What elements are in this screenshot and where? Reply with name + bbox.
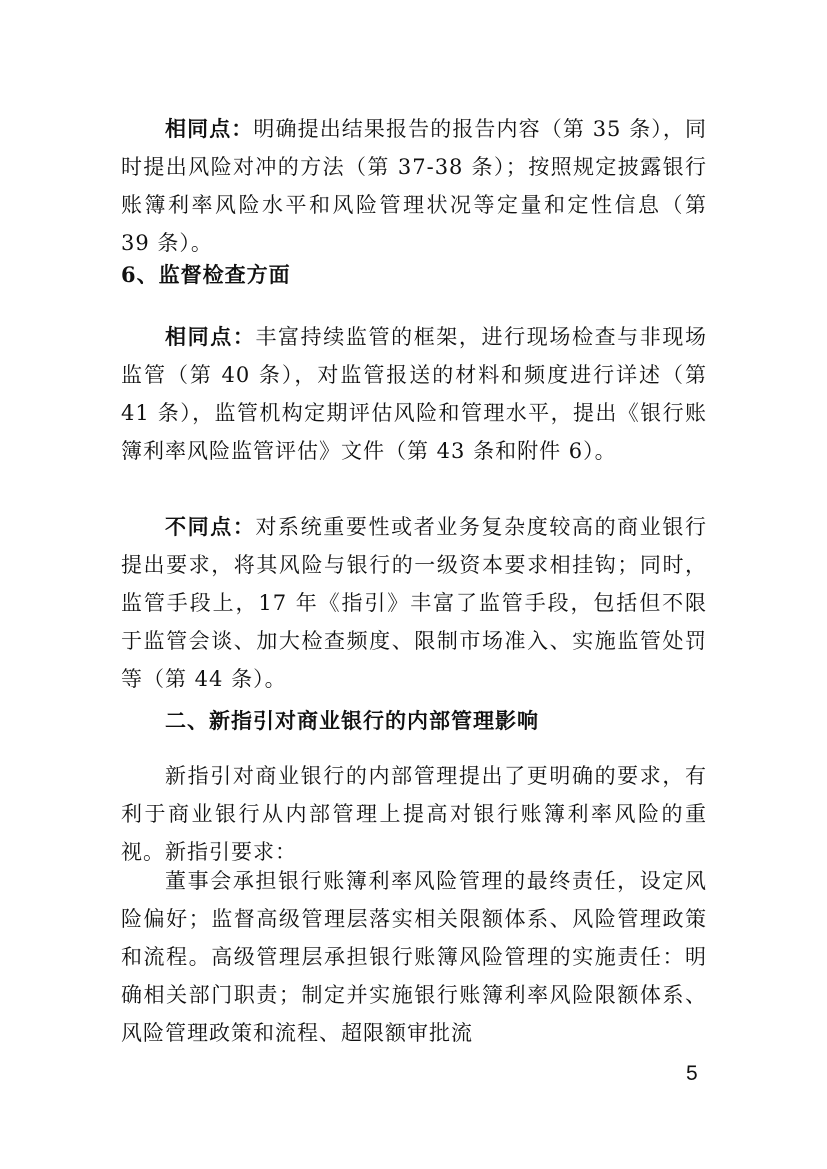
paragraph-similarities-reporting bbox=[121, 110, 707, 262]
section-heading-supervision: 6、监督检查方面 bbox=[121, 262, 291, 287]
paragraph-text: 明确提出结果报告的报告内容（第 35 条），同时提出风险对冲的方法（第 37-38 条）；按照规定披露银行账簿利率风险水平和风险管理状况等定量和定性信息（第 39 条）。 bbox=[121, 117, 707, 255]
paragraph-board-responsibilities: 董事会承担银行账簿利率风险管理的最终责任，设定风险偏好；监督高级管理层落实相关限额体系、风险管理政策和流程。高级管理层承担银行账簿风险管理的实施责任：明确相关部门职责；制定并实施银行账簿利率风险限额体系、风险管理政策和流程、超限额审批流 bbox=[121, 869, 707, 1045]
paragraph-similarities-supervision bbox=[121, 318, 707, 470]
paragraph-differences-supervision bbox=[121, 508, 707, 698]
paragraph-text: 丰富持续监管的框架，进行现场检查与非现场监管（第 40 条），对监管报送的材料和频度进行详述（第 41 条），监管机构定期评估风险和管理水平，提出《银行账簿利率风险监管评估》文件（第 43 条和附件 6）。 bbox=[121, 325, 708, 463]
label-similarities: 相同点： bbox=[165, 116, 254, 141]
label-similarities: 相同点： bbox=[165, 324, 256, 349]
page-number: 5 bbox=[686, 1062, 698, 1085]
paragraph-internal-management-intro: 新指引对商业银行的内部管理提出了更明确的要求，有利于商业银行从内部管理上提高对银行账簿利率风险的重视。新指引要求： bbox=[121, 764, 707, 864]
section-heading-internal-management: 二、新指引对商业银行的内部管理影响 bbox=[165, 708, 539, 733]
label-differences: 不同点： bbox=[165, 514, 256, 539]
paragraph-text: 对系统重要性或者业务复杂度较高的商业银行提出要求，将其风险与银行的一级资本要求相挂钩；同时，监管手段上，17 年《指引》丰富了监管手段，包括但不限于监管会谈、加大检查频度、限制市场准入、实施监管处罚等（第 44 条）。 bbox=[121, 515, 708, 691]
